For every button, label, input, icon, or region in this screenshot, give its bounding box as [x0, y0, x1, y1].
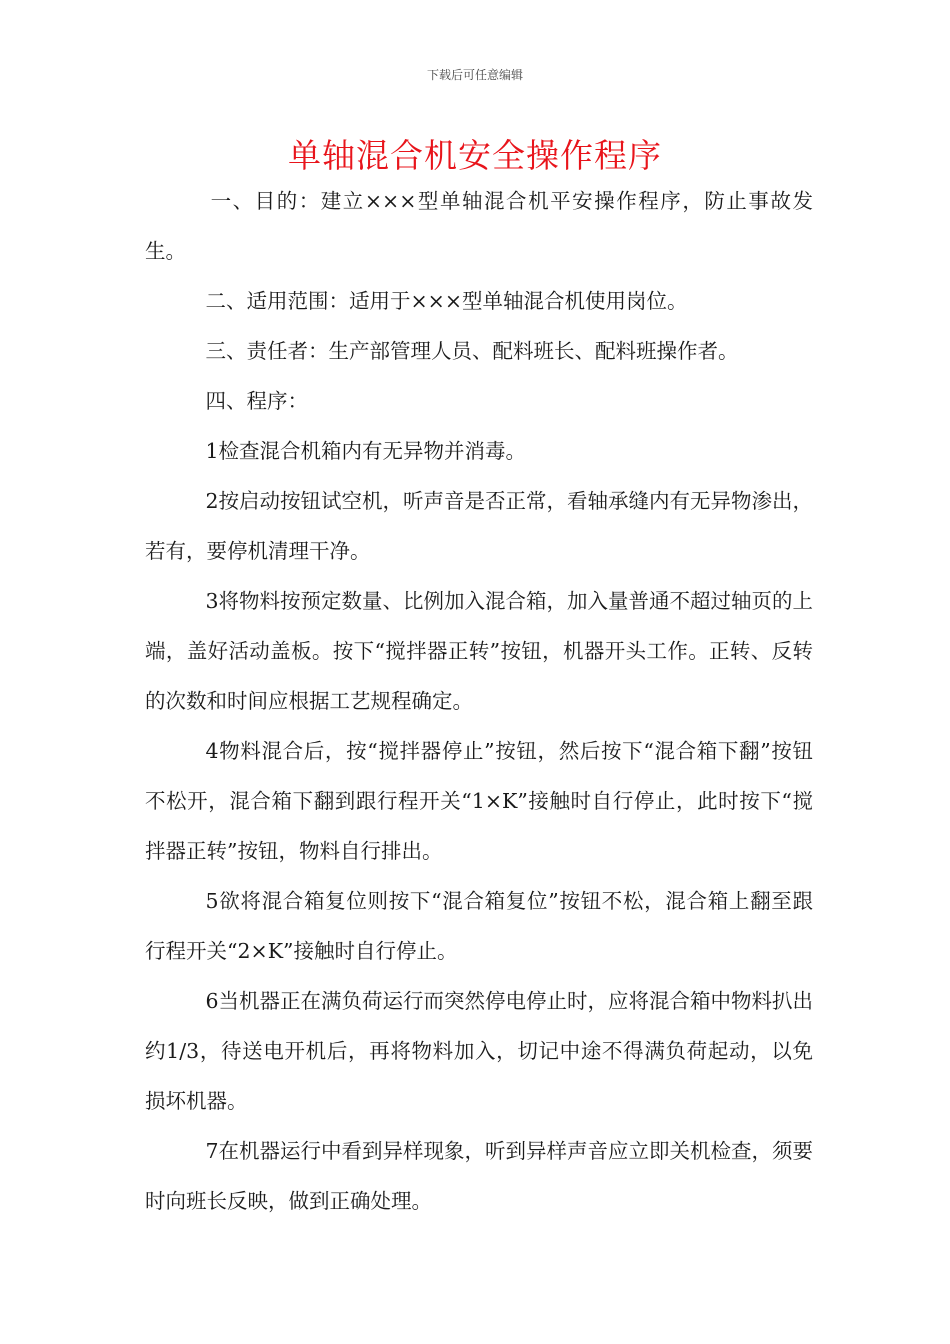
- procedure-step-5: 5欲将混合箱复位则按下“混合箱复位”按钮不松，混合箱上翻至跟行程开关“2×K”接触时自行停止。: [145, 889, 813, 963]
- paragraph-responsible: 三、责任者：生产部管理人员、配料班长、配料班操作者。: [205, 339, 739, 363]
- paragraph-scope: 二、适用范围：适用于×××型单轴混合机使用岗位。: [205, 289, 688, 313]
- procedure-step-6: 6当机器正在满负荷运行而突然停电停止时，应将混合箱中物料扒出约1/3，待送电开机后，再将物料加入，切记中途不得满负荷起动，以免损坏机器。: [145, 989, 814, 1113]
- procedure-step-7: 7在机器运行中看到异样现象，听到异样声音应立即关机检查，须要时向班长反映，做到正确处理。: [145, 1139, 814, 1213]
- document-body: [145, 176, 813, 1226]
- paragraph-procedure-heading: 四、程序：: [205, 389, 308, 413]
- paragraph-purpose: 一、目的：建立×××型单轴混合机平安操作程序，防止事故发生。: [145, 189, 813, 263]
- document-title: 单轴混合机安全操作程序: [288, 136, 662, 175]
- procedure-step-2: 2按启动按钮试空机，听声音是否正常，看轴承缝内有无异物渗出，若有，要停机清理干净。: [145, 489, 814, 563]
- procedure-step-3: 3将物料按预定数量、比例加入混合箱，加入量普通不超过轴页的上端，盖好活动盖板。按下“搅拌器正转”按钮，机器开头工作。正转、反转的次数和时间应根据工艺规程确定。: [145, 589, 814, 713]
- procedure-step-4: 4物料混合后，按“搅拌器停止”按钮，然后按下“混合箱下翻”按钮不松开，混合箱下翻到跟行程开关“1×K”接触时自行停止，此时按下“搅拌器正转”按钮，物料自行排出。: [145, 739, 813, 863]
- header-note: 下载后可任意编辑: [426, 68, 523, 82]
- procedure-step-1: 1检查混合机箱内有无异物并消毒。: [205, 439, 527, 463]
